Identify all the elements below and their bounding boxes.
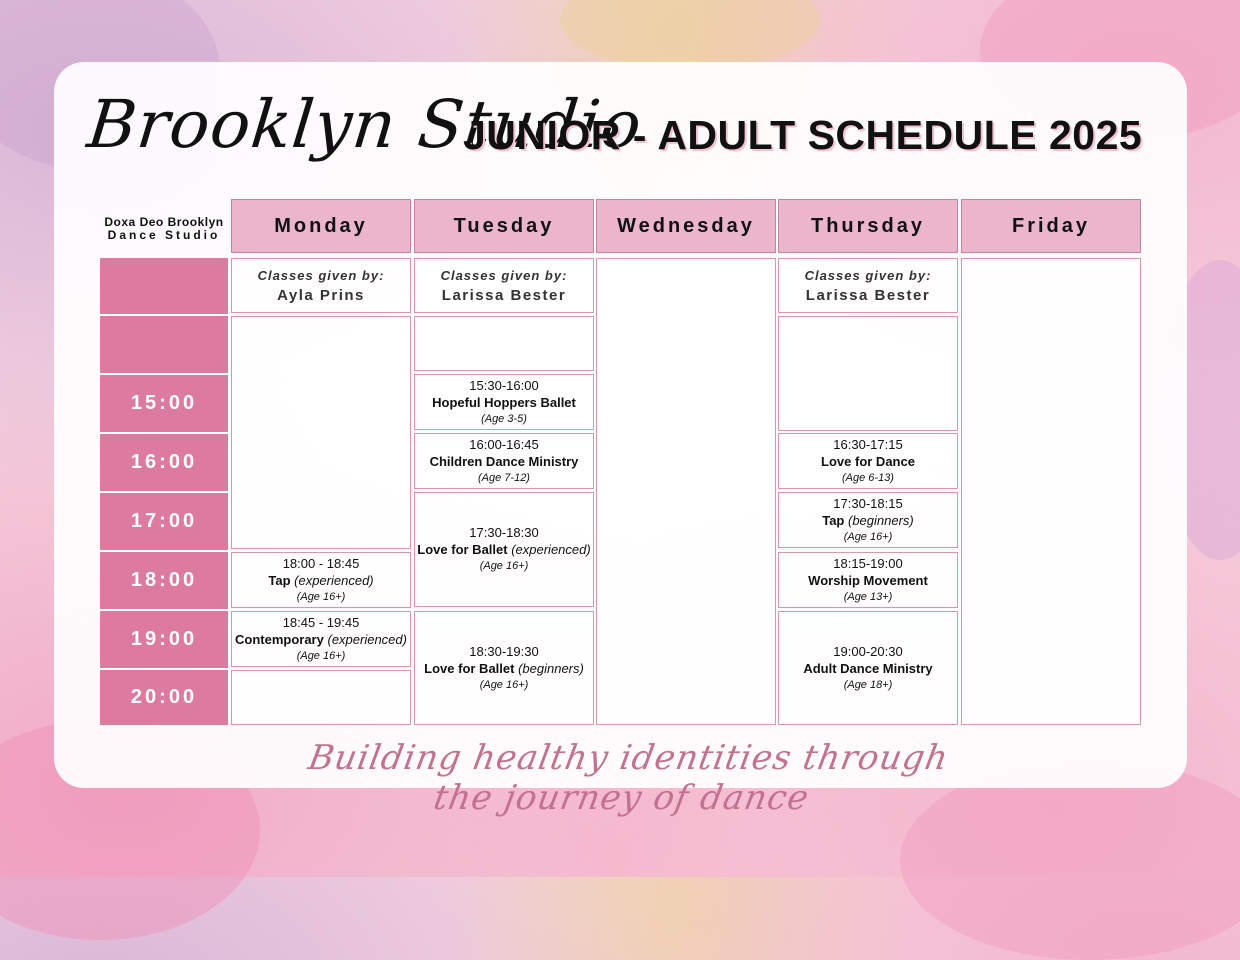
class-time: 18:30-19:30 xyxy=(469,643,539,659)
teacher-name: Larissa Bester xyxy=(441,286,567,304)
class-name xyxy=(430,453,579,470)
class-name xyxy=(803,660,932,677)
class-level: (experienced) xyxy=(511,542,591,557)
day-header-wednesday: Wednesday xyxy=(596,199,776,253)
class-cell xyxy=(778,552,958,608)
empty-cell xyxy=(414,316,594,371)
class-time: 15:30-16:00 xyxy=(469,377,539,393)
time-cell: 18:00 xyxy=(99,551,229,610)
class-level: (beginners) xyxy=(518,660,584,676)
class-cell xyxy=(414,611,594,725)
class-age: (Age 16+) xyxy=(843,530,893,543)
flower-decoration xyxy=(560,0,820,70)
day-header-tuesday: Tuesday xyxy=(414,199,594,253)
empty-cell xyxy=(231,670,411,725)
day-header-thursday: Thursday xyxy=(778,199,958,253)
class-name xyxy=(417,541,590,558)
class-age: (Age 3-5) xyxy=(481,412,527,425)
class-age: (Age 16+) xyxy=(479,678,529,691)
teacher-label: Classes given by: xyxy=(257,267,385,283)
class-level: (beginners) xyxy=(848,512,914,528)
teacher-cell-tuesday xyxy=(414,258,594,313)
day-header-friday: Friday xyxy=(961,199,1141,253)
class-age: (Age 18+) xyxy=(843,678,893,691)
class-name xyxy=(424,660,584,677)
class-title: Love for Dance xyxy=(821,453,915,469)
class-level: (experienced) xyxy=(294,572,374,588)
class-time: 18:00 - 18:45 xyxy=(282,555,360,571)
class-title: Hopeful Hoppers Ballet xyxy=(432,394,576,410)
teacher-name: Ayla Prins xyxy=(277,286,365,304)
class-title: Contemporary xyxy=(235,631,324,647)
teacher-cell-thursday xyxy=(778,258,958,313)
class-title: Love for Ballet xyxy=(424,660,515,676)
studio-name-line2: Dance Studio xyxy=(107,228,221,242)
class-title: Adult Dance Ministry xyxy=(803,660,933,676)
class-cell xyxy=(778,611,958,725)
footer-tagline: Building healthy identities through the journey of dance xyxy=(305,738,952,818)
studio-name-line1: Doxa Deo Brooklyn xyxy=(104,215,224,229)
class-title: Tap xyxy=(268,572,291,588)
class-level: (experienced) xyxy=(327,631,407,647)
class-age: (Age 16+) xyxy=(296,590,346,603)
empty-cell xyxy=(778,316,958,431)
class-cell xyxy=(231,552,411,608)
class-title: Love for Ballet xyxy=(417,542,508,557)
class-cell xyxy=(414,433,594,489)
class-name xyxy=(808,572,928,589)
class-cell xyxy=(231,611,411,667)
time-cell: 15:00 xyxy=(99,374,229,433)
time-cell: 16:00 xyxy=(99,433,229,492)
teacher-label: Classes given by: xyxy=(440,267,568,283)
studio-name xyxy=(99,216,229,242)
class-cell xyxy=(414,374,594,430)
class-title: Worship Movement xyxy=(808,572,928,588)
class-name xyxy=(822,512,914,529)
class-age: (Age 6-13) xyxy=(842,471,894,484)
page-title: JUNIOR - ADULT SCHEDULE 2025 xyxy=(463,112,1143,158)
time-cell: 19:00 xyxy=(99,610,229,669)
class-title: Tap xyxy=(822,512,845,528)
time-cell-blank xyxy=(99,257,229,315)
class-name xyxy=(432,394,576,411)
class-time: 19:00-20:30 xyxy=(833,643,903,659)
empty-cell xyxy=(231,316,411,549)
teacher-cell-monday xyxy=(231,258,411,313)
day-header-monday: Monday xyxy=(231,199,411,253)
empty-cell-wednesday xyxy=(596,258,776,725)
class-name xyxy=(821,453,915,470)
time-cell: 20:00 xyxy=(99,669,229,726)
class-age: (Age 13+) xyxy=(843,590,893,603)
empty-cell-friday xyxy=(961,258,1141,725)
teacher-label: Classes given by: xyxy=(804,267,932,283)
class-name xyxy=(235,631,407,648)
class-time: 16:00-16:45 xyxy=(469,436,539,452)
class-name xyxy=(268,572,373,589)
class-age: (Age 16+) xyxy=(479,560,529,572)
class-time: 17:30-18:15 xyxy=(833,495,903,511)
class-cell xyxy=(778,433,958,489)
teacher-name: Larissa Bester xyxy=(805,286,931,304)
class-time: 18:45 - 19:45 xyxy=(282,614,360,630)
class-title: Children Dance Ministry xyxy=(429,453,579,469)
class-age: (Age 16+) xyxy=(296,649,346,662)
studio-script-title: Brooklyn Studio xyxy=(83,86,646,163)
time-cell: 17:00 xyxy=(99,492,229,551)
class-age: (Age 7-12) xyxy=(478,471,530,484)
time-cell-blank xyxy=(99,315,229,374)
class-time: 18:15-19:00 xyxy=(833,555,903,571)
class-time: 17:30-18:30 xyxy=(469,525,539,540)
class-cell xyxy=(414,492,594,607)
class-cell xyxy=(778,492,958,548)
class-time: 16:30-17:15 xyxy=(833,436,903,452)
